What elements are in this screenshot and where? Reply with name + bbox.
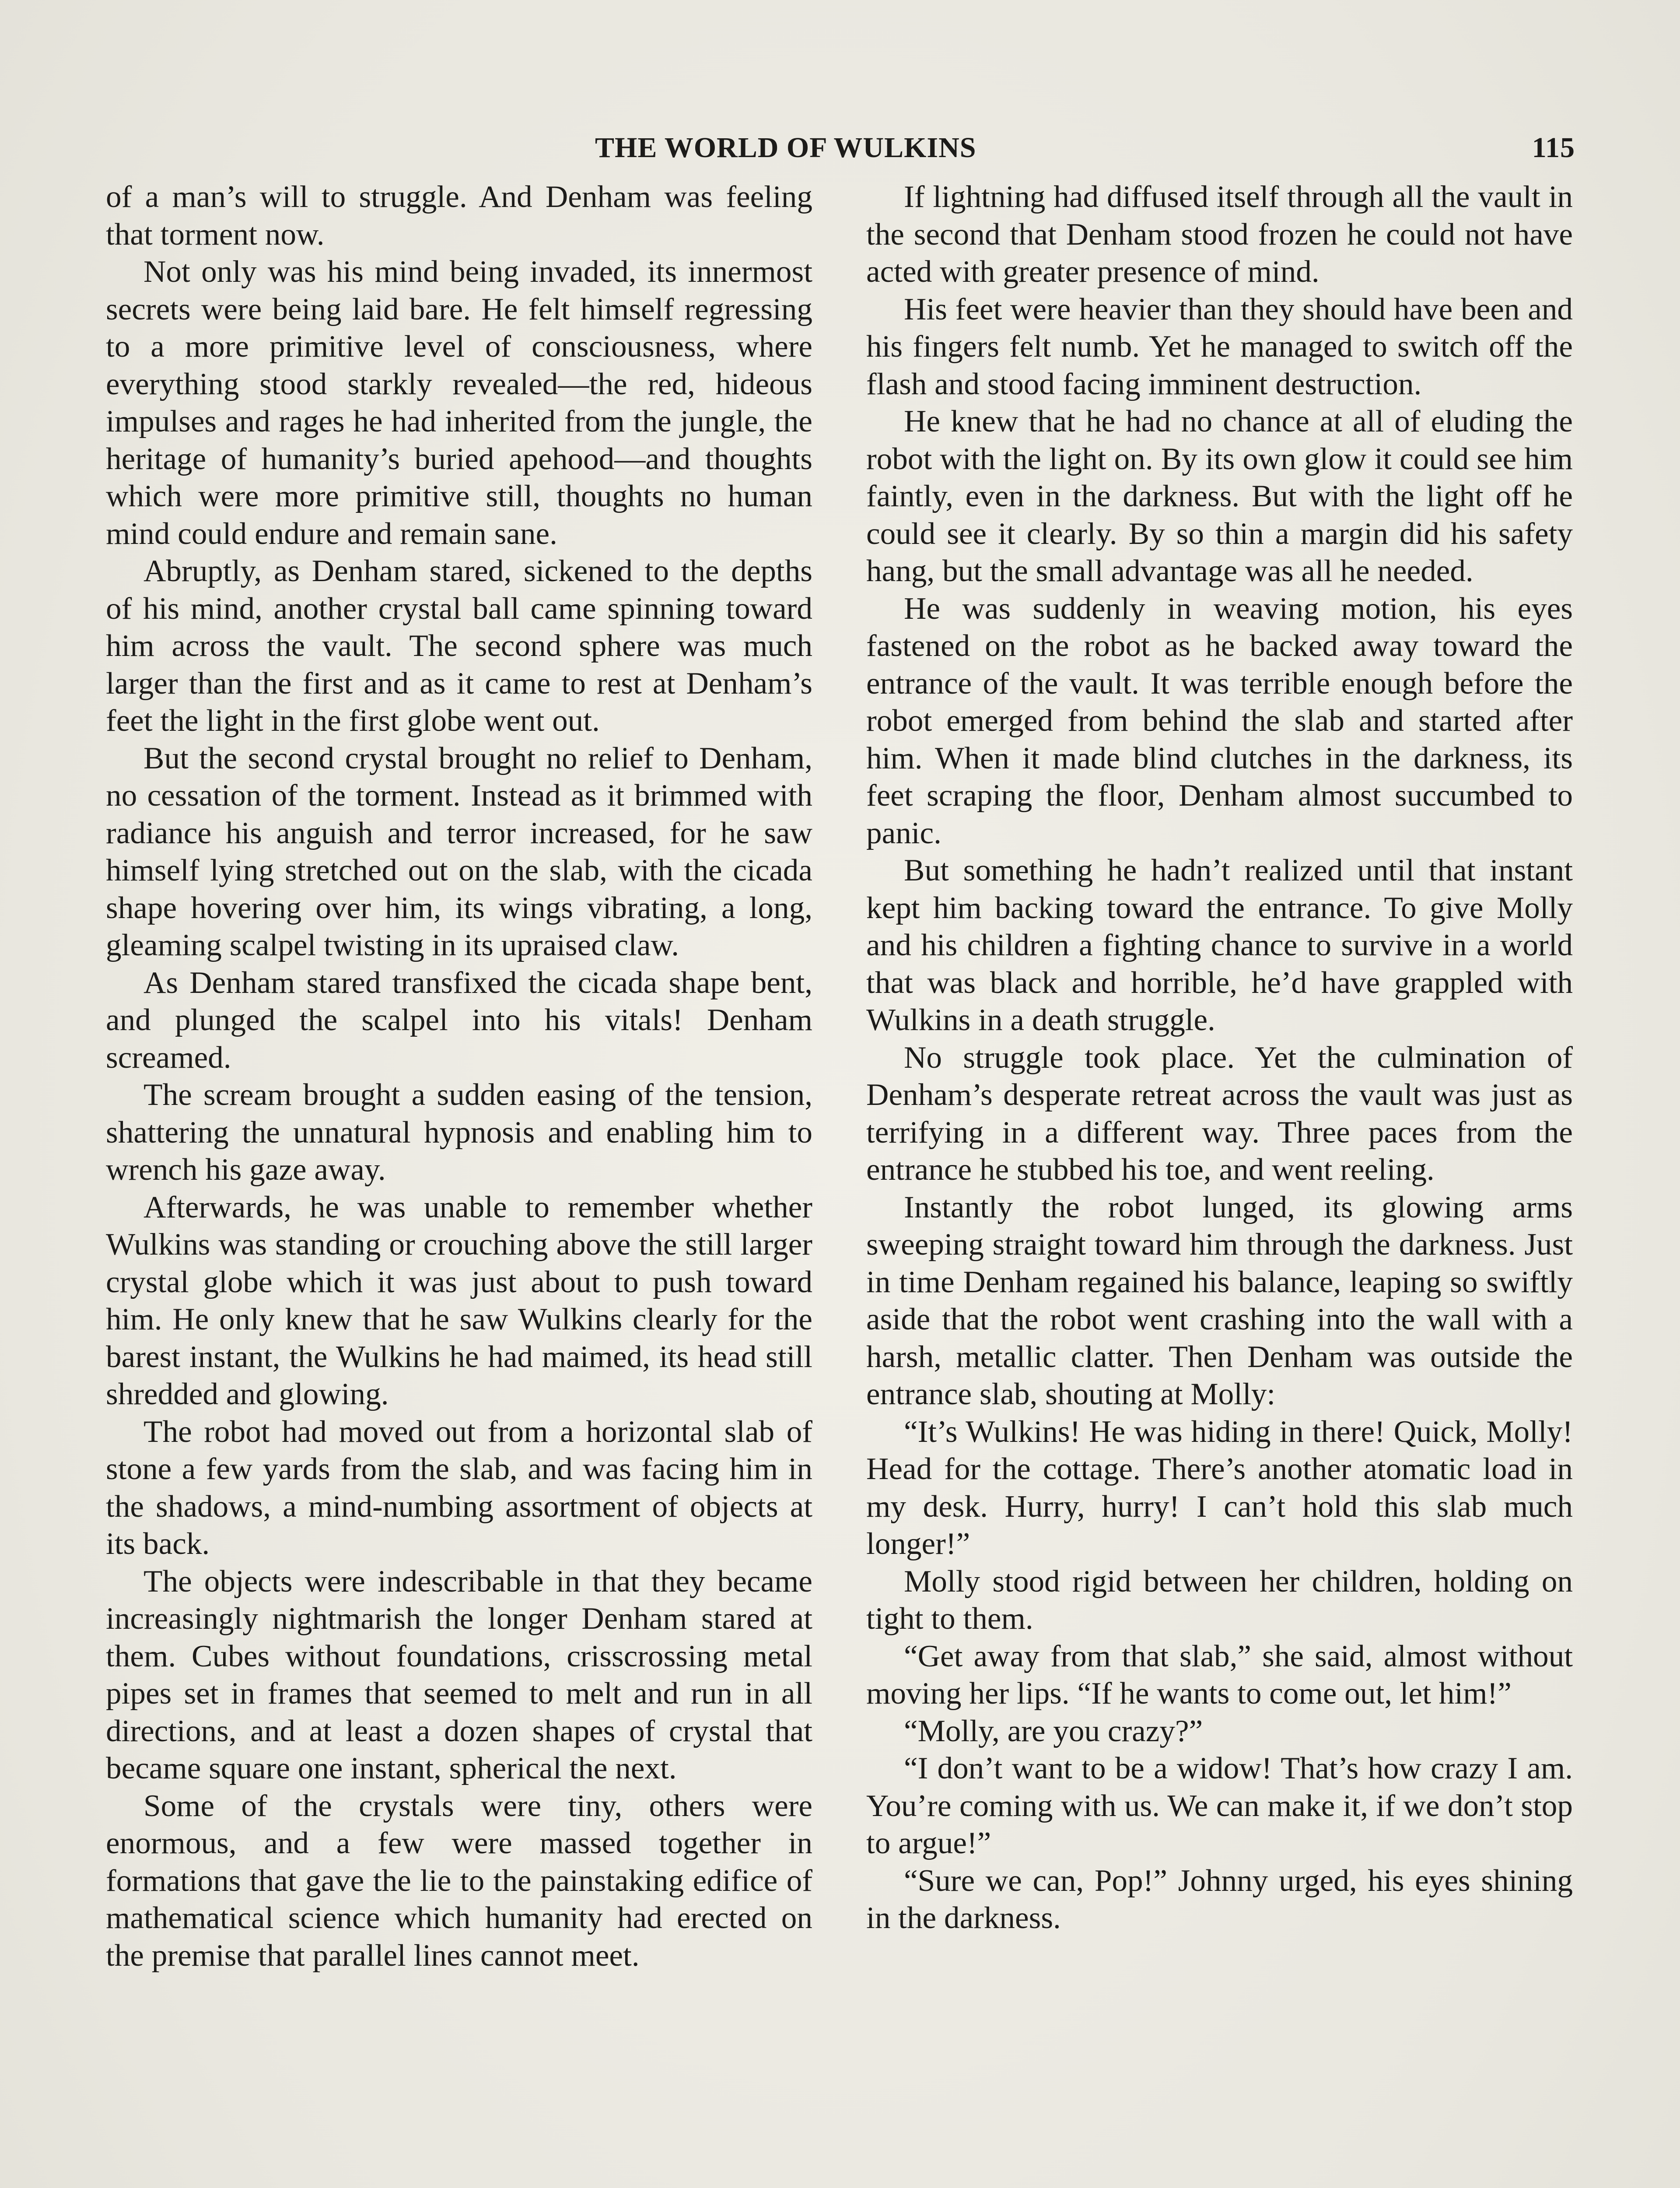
- paragraph: No struggle took place. Yet the culmination of Denham’s desperate retreat across the vault was just as terrifying in a different way. Three paces from the entrance he stubbed his toe, and went reeling.: [866, 1040, 1573, 1187]
- running-title: THE WORLD OF WULKINS: [595, 132, 976, 164]
- paragraph: Molly stood rigid between her children, holding on tight to them.: [866, 1564, 1573, 1636]
- left-text-column: [106, 179, 812, 1974]
- paragraph: He was suddenly in weaving motion, his eyes fastened on the robot as he backed away toward the entrance of the vault. It was terrible enough before the robot emerged from behind the slab and started after him. When it made blind clutches in the darkness, its feet scraping the floor, Denham almost succumbed to panic.: [866, 591, 1573, 850]
- paragraph: But something he hadn’t realized until that instant kept him backing toward the entrance. To give Molly and his children a fighting chance to survive in a world that was black and horrible, he’d have grappled with Wulkins in a death struggle.: [866, 853, 1573, 1037]
- paragraph: As Denham stared transfixed the cicada shape bent, and plunged the scalpel into his vitals! Denham screamed.: [106, 965, 812, 1075]
- page-number: 115: [1532, 132, 1575, 164]
- paragraph: “Get away from that slab,” she said, almost without moving her lips. “If he wants to come out, let him!”: [866, 1639, 1573, 1711]
- running-header: [595, 131, 1575, 171]
- paragraph: “I don’t want to be a widow! That’s how crazy I am. You’re coming with us. We can make it, if we don’t stop to argue!”: [866, 1751, 1573, 1860]
- paragraph: “Sure we can, Pop!” Johnny urged, his eyes shining in the darkness.: [866, 1863, 1573, 1935]
- paragraph: The robot had moved out from a horizontal slab of stone a few yards from the slab, and was facing him in the shadows, a mind-numbing assortment of objects at its back.: [106, 1414, 812, 1561]
- paragraph: His feet were heavier than they should have been and his fingers felt numb. Yet he managed to switch off the flash and stood facing imminent destruction.: [866, 292, 1573, 401]
- paragraph: But the second crystal brought no relief to Denham, no cessation of the torment. Instead as it brimmed with radiance his anguish and terror increased, for he saw himself lying stretched out on the slab, with the cicada shape hovering over him, its wings vibrating, a long, gleaming scalpel twisting in its upraised claw.: [106, 741, 812, 962]
- paragraph: Instantly the robot lunged, its glowing arms sweeping straight toward him through the darkness. Just in time Denham regained his balance, leaping so swiftly aside that the robot went crashing into the wall with a harsh, metallic clatter. Then Denham was outside the entrance slab, shouting at Molly:: [866, 1190, 1573, 1411]
- paragraph: of a man’s will to struggle. And Denham was feeling that torment now.: [106, 180, 812, 252]
- paragraph: Abruptly, as Denham stared, sickened to the depths of his mind, another crystal ball came spinning toward him across the vault. The second sphere was much larger than the first and as it came to rest at Denham’s feet the light in the first globe went out.: [106, 554, 812, 738]
- right-text-column: [866, 179, 1573, 1937]
- paragraph: “It’s Wulkins! He was hiding in there! Quick, Molly! Head for the cottage. There’s another atomatic load in my desk. Hurry, hurry! I can’t hold this slab much longer!”: [866, 1414, 1573, 1561]
- paragraph: Not only was his mind being invaded, its innermost secrets were being laid bare. He felt himself regressing to a more primitive level of consciousness, where everything stood starkly revealed—the red, hideous impulses and rages he had inherited from the jungle, the heritage of humanity’s buried apehood—and thoughts which were more primitive still, thoughts no human mind could endure and remain sane.: [106, 255, 812, 551]
- paragraph: The scream brought a sudden easing of the tension, shattering the unnatural hypnosis and enabling him to wrench his gaze away.: [106, 1078, 812, 1187]
- paragraph: Afterwards, he was unable to remember whether Wulkins was standing or crouching above the still larger crystal globe which it was just about to push toward him. He only knew that he saw Wulkins clearly for the barest instant, the Wulkins he had maimed, its head still shredded and glowing.: [106, 1190, 812, 1411]
- paragraph: The objects were indescribable in that they became increasingly nightmarish the longer Denham stared at them. Cubes without foundations, crisscrossing metal pipes set in frames that seemed to melt and run in all directions, and at least a dozen shapes of crystal that became square one instant, spherical the next.: [106, 1564, 812, 1785]
- paragraph: If lightning had diffused itself through all the vault in the second that Denham stood frozen he could not have acted with greater presence of mind.: [866, 180, 1573, 289]
- paragraph: Some of the crystals were tiny, others were enormous, and a few were massed together in formations that gave the lie to the painstaking edifice of mathematical science which humanity had erected on the premise that parallel lines cannot meet.: [106, 1788, 812, 1973]
- paragraph: “Molly, are you crazy?”: [904, 1714, 1203, 1748]
- paragraph: He knew that he had no chance at all of eluding the robot with the light on. By its own glow it could see him faintly, even in the darkness. But with the light off he could see it clearly. By so thin a margin did his safety hang, but the small advantage was all he needed.: [866, 404, 1573, 588]
